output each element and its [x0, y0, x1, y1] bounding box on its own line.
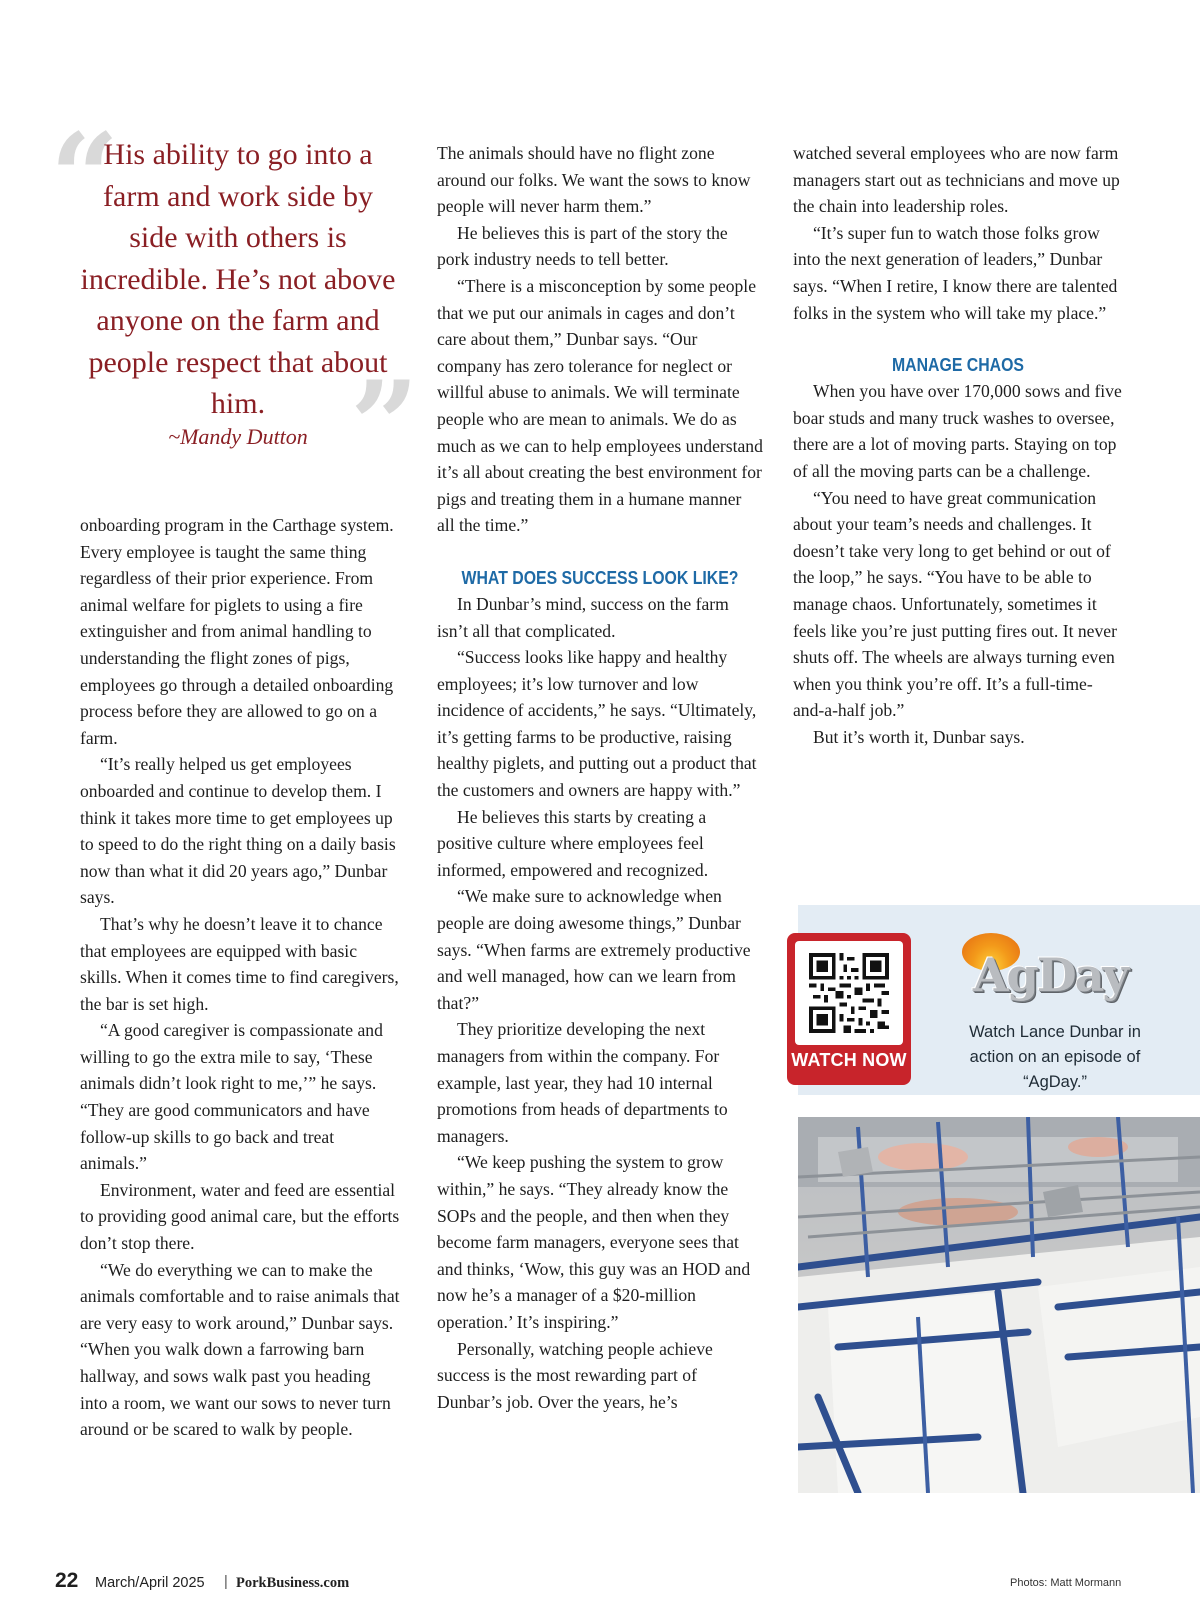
paragraph: “We do everything we can to make the animals comfortable and to raise animals that are very easy to work around,” Dunbar says. “When you walk down a farrowing barn hallway, and sows walk past you heading into a room, we want our sows to never turn around or be scared to walk by people. [80, 1259, 400, 1440]
article-column-2 [437, 140, 763, 1415]
paragraph: watched several employees who are now farm managers start out as technicians and move up the chain into leadership roles. [793, 143, 1120, 217]
paragraph: “We keep pushing the system to grow within,” he says. “They already know the SOPs and the people, and then when they become farm managers, everyone sees that and thinks, ‘Wow, this guy was an HOD and now he’s a manager of a $20-million operation.’ It’s inspiring.” [437, 1152, 751, 1332]
agday-caption: Watch Lance Dunbar in action on an episode of “AgDay.” [969, 1023, 1141, 1091]
paragraph: But it’s worth it, Dunbar says. [813, 726, 1025, 747]
issue-date: March/April 2025 [95, 1575, 205, 1591]
paragraph: “There is a misconception by some people that we put our animals in cages and don’t care about them,” Dunbar says. “Our company has zero tolerance for neglect or willful abuse to animals. We will terminate people who are mean to animals. We do as much as we can to help employees understand it’s all about creating the best environment for pigs and treating them in a humane manner all the time.” [437, 275, 763, 536]
paragraph: They prioritize developing the next managers from within the company. For example, last year, they had 10 internal promotions from heads of departments to managers. [437, 1019, 728, 1146]
paragraph: Environment, water and feed are essential to providing good animal care, but the efforts don’t stop there. [80, 1179, 400, 1254]
page-number: 22 [55, 1569, 79, 1592]
section-heading: MANAGE CHAOS [891, 355, 1024, 376]
paragraph: He believes this starts by creating a positive culture where employees feel informed, empowered and recognized. [437, 806, 709, 880]
open-quote-mark: “ [50, 107, 120, 248]
photo-credit: Photos: Matt Mormann [1010, 1577, 1122, 1589]
watch-now-label[interactable]: WATCH NOW [791, 1050, 907, 1070]
paragraph: Personally, watching people achieve success is the most rewarding part of Dunbar’s job. Over the years, he’s [437, 1338, 713, 1412]
paragraph: The animals should have no flight zone around our folks. We want the sows to know people will never harm them.” [437, 143, 751, 217]
pull-quote [50, 107, 420, 496]
paragraph: “It’s really helped us get employees onboarded and continue to develop them. I think it takes more time to get employees up to speed to do the right thing on a daily basis now than what it did 20 years ago,” Dunbar says. [80, 754, 396, 908]
article-column-3 [793, 140, 1123, 750]
article-column-1 [80, 512, 402, 1443]
paragraph: “Success looks like happy and healthy employees; it’s low turnover and low incidence of accidents,” he says. “Ultimately, it’s getting farms to be productive, raising healthy piglets, and putting out a product that the customers and owners are happy with.” [437, 647, 757, 801]
paragraph: “You need to have great communication about your team’s needs and challenges. It doesn’t take very long to get behind or out of the loop,” he says. “You have to be able to manage chaos. Unfortunately, sometimes it feels like you’re just putting fires out. It never shuts off. The wheels are always turning even when you think you’re off. It’s a full-time-and-a-half job.” [793, 487, 1117, 721]
agday-logo: AgDay [972, 948, 1128, 1002]
paragraph: “We make sure to acknowledge when people are doing awesome things,” Dunbar says. “When farms are extremely productive and well managed, how can we learn from that?” [437, 886, 751, 1013]
site-link[interactable]: PorkBusiness.com [236, 1575, 350, 1591]
section-heading: WHAT DOES SUCCESS LOOK LIKE? [461, 567, 739, 588]
footer-separator: | [224, 1574, 228, 1590]
pull-quote-attribution: ~Mandy Dutton [168, 424, 308, 449]
paragraph: “It’s super fun to watch those folks grow into the next generation of leaders,” Dunbar says. “When I retire, I know there are talented folks in the system who will take my place.” [793, 222, 1118, 323]
farrowing-crates-photo [798, 1117, 1200, 1493]
paragraph: onboarding program in the Carthage system. Every employee is taught the same thing regardless of their prior experience. From animal welfare for piglets to using a fire extinguisher and from animal handling to understanding the flight zones of pigs, employees go through a detailed onboarding process before they are allowed to go on a farm. [80, 515, 394, 748]
paragraph: That’s why he doesn’t leave it to chance that employees are equipped with basic skills. When it comes time to find caregivers, the bar is set high. [80, 913, 399, 1014]
paragraph: He believes this is part of the story the pork industry needs to tell better. [437, 222, 728, 270]
paragraph: When you have over 170,000 sows and five boar studs and many truck washes to oversee, there are a lot of moving parts. Staying on top of all the moving parts can be a challenge. [793, 381, 1122, 481]
watch-now-qr-badge[interactable] [787, 933, 911, 1085]
paragraph: “A good caregiver is compassionate and willing to go the extra mile to say, ‘These animals didn’t look right to me,’” he says. “They are good communicators and have follow-up skills to go back and treat animals.” [80, 1020, 383, 1174]
qr-code-icon[interactable] [795, 941, 903, 1045]
pull-quote-text: His ability to go into a farm and work side by side with others is incredible. He’s not above anyone on the farm and people respect that about him. [80, 138, 396, 420]
paragraph: In Dunbar’s mind, success on the farm isn’t all that complicated. [437, 593, 729, 641]
close-quote-mark: ” [350, 355, 420, 496]
